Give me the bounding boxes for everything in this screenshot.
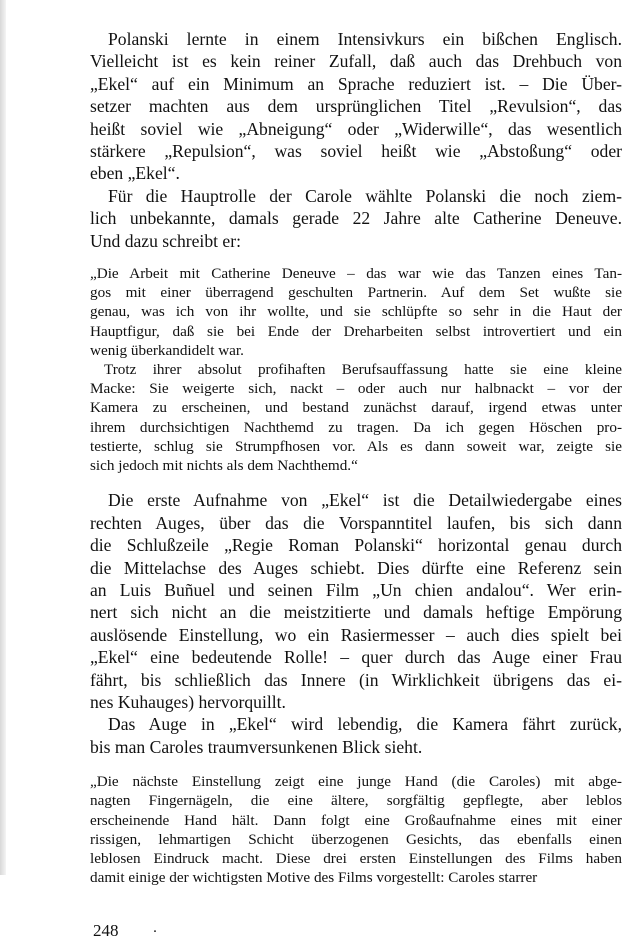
text-line: Das Auge in „Ekel“ wird lebendig, die Kamera fährt zurück, bbox=[108, 714, 622, 735]
text-line: die Mittelachse des Auges schiebt. Dies dürfte eine Referenz sein bbox=[90, 557, 622, 578]
text-line: heißt soviel wie „Abneigung“ oder „Widerwille“, das wesentlich bbox=[90, 118, 622, 139]
text-line: lich unbekannte, damals gerade 22 Jahre alte Catherine Deneuve. bbox=[90, 208, 622, 229]
text-line: stärkere „Repulsion“, was soviel heißt wie „Abstoßung“ oder bbox=[90, 141, 622, 162]
text-line: genau, was ich von ihr wollte, und sie schlüpfte so sehr in die Haut der bbox=[90, 303, 622, 321]
text-line: erscheinende Hand hält. Dann folgt eine Großaufnahme eines mit einer bbox=[90, 811, 622, 829]
text-line: sich jedoch mit nichts als dem Nachthemd.“ bbox=[90, 457, 358, 475]
text-line: eben „Ekel“. bbox=[90, 163, 180, 184]
text-line: testierte, schlug sie Strumpfhosen vor. Als es dann soweit war, zeigte sie bbox=[90, 437, 622, 455]
text-line: Für die Hauptrolle der Carole wählte Polanski die noch ziem- bbox=[108, 185, 622, 206]
text-line: Trotz ihrer absolut profihaften Berufsauffassung hatte sie eine kleine bbox=[104, 361, 622, 379]
text-line: Die erste Aufnahme von „Ekel“ ist die Detailwiedergabe eines bbox=[108, 490, 622, 511]
quote-paragraph bbox=[90, 772, 622, 887]
text-line: nes Kuhauges) hervorquillt. bbox=[90, 691, 286, 712]
text-line: gos mit einer überragend geschulten Partnerin. Auf dem Set wußte sie bbox=[90, 284, 622, 302]
quote-block-1 bbox=[90, 264, 622, 475]
text-line: Macke: Sie weigerte sich, nackt – oder auch nur halbnackt – vor der bbox=[90, 380, 622, 398]
text-line: „Die Arbeit mit Catherine Deneuve – das war wie das Tanzen eines Tan- bbox=[90, 265, 622, 283]
paragraph bbox=[90, 185, 622, 252]
text-line: nagten Fingernägeln, die eine ältere, sorgfältig gepflegte, aber leblos bbox=[90, 792, 622, 810]
text-line: setzer machten aus dem ursprünglichen Titel „Revulsion“, das bbox=[90, 96, 622, 117]
book-page bbox=[90, 0, 622, 950]
text-line: nert sich nicht an die meistzitierte und damals heftige Empörung bbox=[90, 602, 622, 623]
text-line: fährt, bis schließlich das Innere (in Wirklichkeit übrigens das ei- bbox=[90, 669, 622, 690]
body-section-1 bbox=[90, 28, 622, 252]
quote-paragraph bbox=[90, 360, 622, 475]
text-line: „Ekel“ auf ein Minimum an Sprache reduziert ist. – Die Über- bbox=[90, 73, 622, 94]
text-line: wenig überkandidelt war. bbox=[90, 341, 244, 359]
paragraph bbox=[90, 28, 622, 185]
text-line: „Die nächste Einstellung zeigt eine junge Hand (die Caroles) mit abge- bbox=[90, 773, 622, 791]
text-line: Und dazu schreibt er: bbox=[90, 230, 241, 251]
quote-paragraph bbox=[90, 264, 622, 360]
text-line: Hauptfigur, daß sie bei Ende der Dreharbeiten selbst introvertiert und ein bbox=[90, 322, 622, 340]
scan-edge-shadow bbox=[0, 0, 6, 875]
body-section-2 bbox=[90, 489, 622, 758]
text-line: rechten Auges, über das die Vorspanntitel laufen, bis sich dann bbox=[90, 512, 622, 533]
text-line: damit einige der wichtigsten Motive des Films vorgestellt: Caroles starrer bbox=[90, 869, 538, 887]
text-line: ihrem durchsichtigen Nachthemd zu tragen. Da ich gegen Höschen pro- bbox=[90, 418, 622, 436]
paragraph bbox=[90, 713, 622, 758]
text-line: Polanski lernte in einem Intensivkurs ein bißchen Englisch. bbox=[108, 29, 622, 49]
quote-block-2 bbox=[90, 772, 622, 887]
page-footer bbox=[90, 921, 622, 950]
page-dot: · bbox=[152, 924, 158, 941]
paragraph bbox=[90, 489, 622, 713]
text-line: Vielleicht ist es kein reiner Zufall, daß auch das Drehbuch von bbox=[90, 51, 622, 72]
page-number: 248 bbox=[93, 921, 119, 941]
text-line: rissigen, lehmartigen Schicht überzogenen Gesichts, das ebenfalls einen bbox=[90, 830, 622, 848]
text-line: „Ekel“ eine bedeutende Rolle! – quer durch das Auge einer Frau bbox=[90, 647, 622, 668]
text-line: an Luis Buñuel und seinen Film „Un chien andalou“. Wer erin- bbox=[90, 579, 622, 600]
text-line: die Schlußzeile „Regie Roman Polanski“ horizontal genau durch bbox=[90, 535, 622, 556]
text-line: auslösende Einstellung, wo ein Rasiermesser – auch dies spielt bei bbox=[90, 624, 622, 645]
text-line: bis man Caroles traumversunkenen Blick sieht. bbox=[90, 736, 423, 757]
text-line: Kamera zu erscheinen, und bestand zunächst darauf, irgend etwas unter bbox=[90, 399, 622, 417]
text-line: leblosen Eindruck macht. Diese drei ersten Einstellungen des Films haben bbox=[90, 849, 622, 867]
